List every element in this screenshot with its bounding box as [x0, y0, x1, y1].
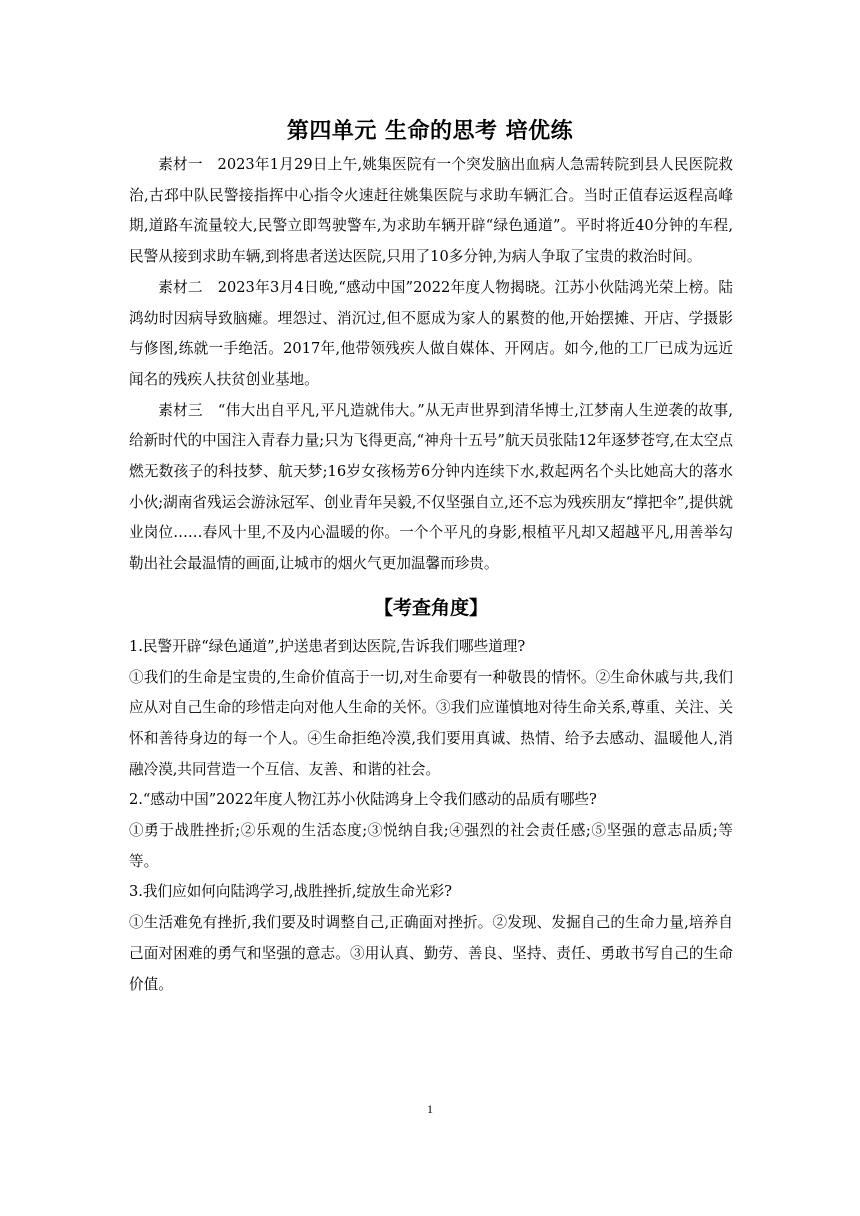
material-paragraph-1: 素材一 2023年1月29日上午,姚集医院有一个突发脑出血病人急需转院到县人民医院救治,古邳中队民警接指挥中心指令火速赶往姚集医院与求助车辆汇合。当时正值春运返程高峰期,道路车流量较大,民警立即驾驶警车,为求助车辆开辟“绿色通道”。平时将近40分钟的车程,民警从接到求助车辆,到将患者送达医院,只用了10多分钟,为病人争取了宝贵的救治时间。 — [129, 156, 733, 266]
material-paragraph-2: 素材二 2023年3月4日晚,“感动中国”2022年度人物揭晓。江苏小伙陆鸿光荣上榜。陆鸿幼时因病导致脑瘫。埋怨过、消沉过,但不愿成为家人的累赘的他,开始摆摊、开店、学摄影与修图,练就一手绝活。2017年,他带领残疾人做自媒体、开网店。如今,他的工厂已成为远近闻名的残疾人扶贫创业基地。 — [129, 278, 733, 388]
section-heading: 【考查角度】 — [373, 596, 488, 619]
material-paragraph-3: 素材三 “伟大出自平凡,平凡造就伟大。”从无声世界到清华博士,江梦南人生逆袭的故事,给新时代的中国注入青春力量;只为飞得更高,“神舟十五号”航天员张陆12年逐梦苍穹,在太空点燃无数孩子的科技梦、航天梦;16岁女孩杨芳6分钟内连续下水,救起两名个头比她高大的落水小伙;湖南省残运会游泳冠军、创业青年吴毅,不仅坚强自立,还不忘为残疾朋友“撑把伞”,提供就业岗位……春风十里,不及内心温暖的你。一个个平凡的身影,根植平凡却又超越平凡,用善举勾勒出社会最温情的画面,让城市的烟火气更加温馨而珍贵。 — [129, 401, 733, 573]
answer-1: ①我们的生命是宝贵的,生命价值高于一切,对生命要有一种敬畏的情怀。②生命休戚与共,我们应从对自己生命的珍惜走向对他人生命的关怀。③我们应谨慎地对待生命关系,尊重、关注、关怀和善待身边的每一个人。④生命拒绝冷漠,我们要用真诚、热情、给予去感动、温暖他人,消融冷漠,共同营造一个互信、友善、和谐的社会。 — [129, 668, 733, 778]
answer-2: ①勇于战胜挫折;②乐观的生活态度;③悦纳自我;④强烈的社会责任感;⑤坚强的意志品质;等等。 — [129, 822, 733, 870]
question-3: 3.我们应如何向陆鸿学习,战胜挫折,绽放生命光彩? — [129, 883, 452, 901]
page-title: 第四单元 生命的思考 培优练 — [286, 119, 574, 144]
answer-3: ①生活难免有挫折,我们要及时调整自己,正确面对挫折。②发现、发掘自己的生命力量,培养自己面对困难的勇气和坚强的意志。③用认真、勤劳、善良、坚持、责任、勇敢书写自己的生命价值。 — [129, 914, 733, 993]
question-2: 2.“感动中国”2022年度人物江苏小伙陆鸿身上令我们感动的品质有哪些? — [129, 791, 597, 809]
page-number: 1 — [427, 1102, 433, 1116]
question-1: 1.民警开辟“绿色通道”,护送患者到达医院,告诉我们哪些道理? — [129, 637, 526, 655]
document-body — [129, 150, 733, 1000]
